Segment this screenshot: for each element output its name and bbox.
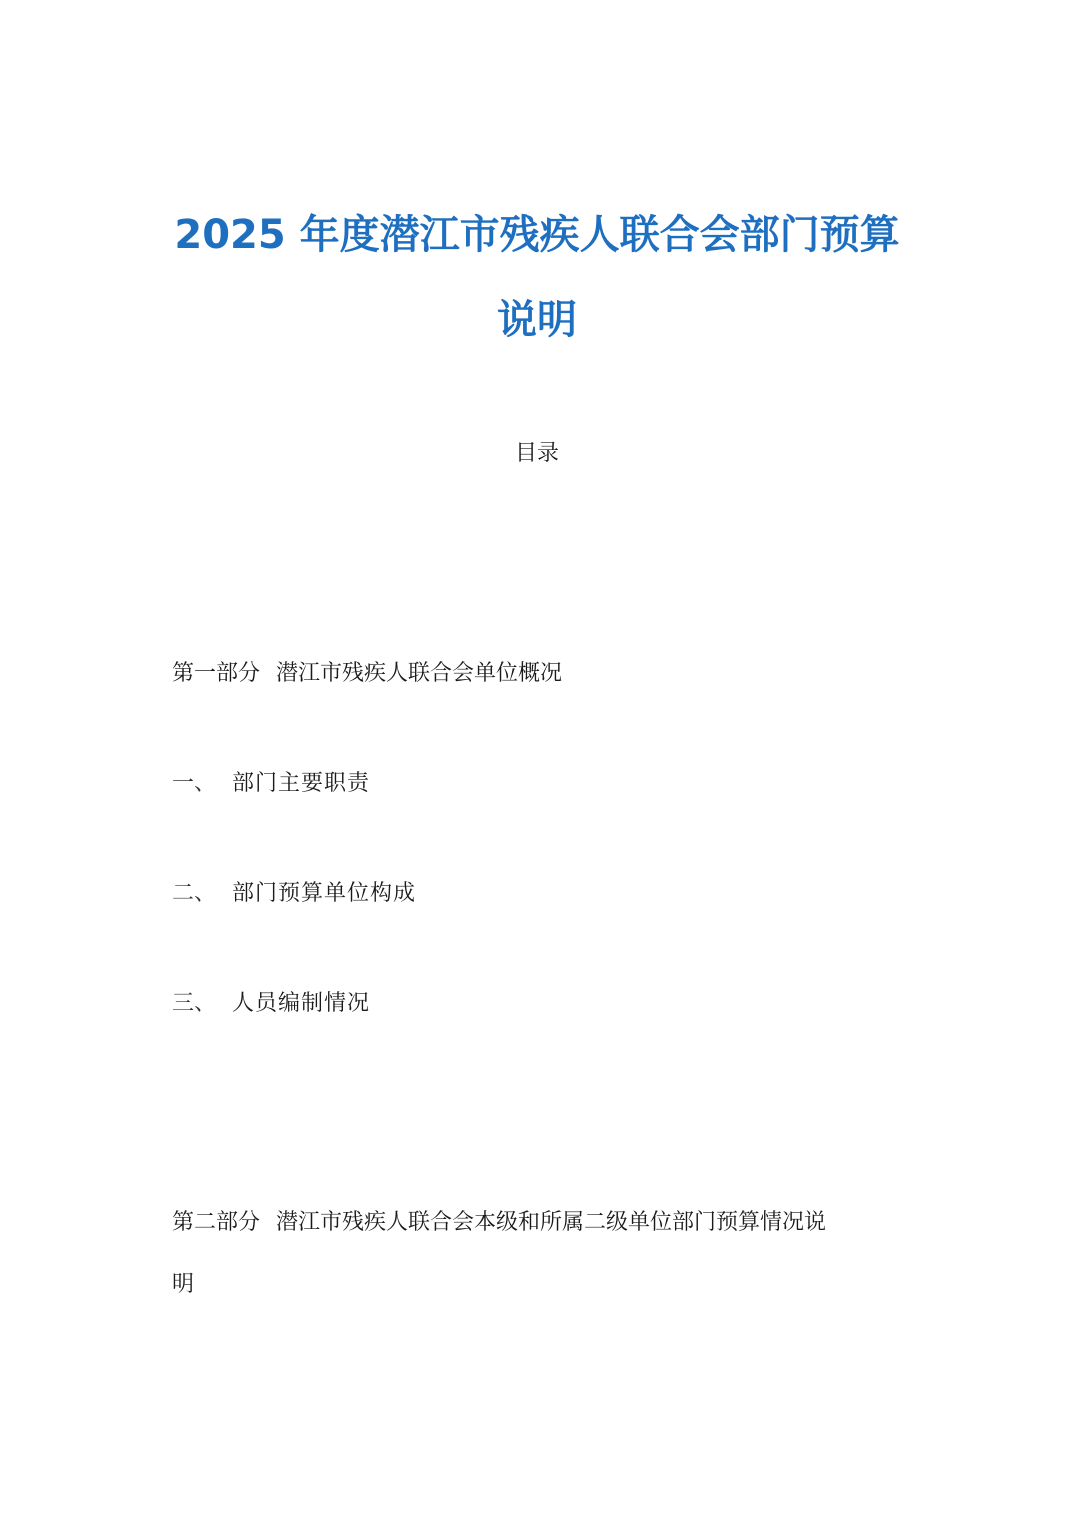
toc-item-text: 人员编制情况 [232, 991, 371, 1016]
toc-part2[interactable] [172, 1208, 826, 1238]
toc-item-number: 一、 [172, 771, 217, 796]
toc-part1[interactable] [172, 659, 562, 689]
toc-part2-title-continued: 明 [172, 1272, 195, 1297]
toc-part1-item-3[interactable] [172, 989, 370, 1019]
toc-part2-title: 潜江市残疾人联合会本级和所属二级单位部门预算情况说 [276, 1210, 827, 1235]
document-title-line1: 2025 年度潜江市残疾人联合会部门预算 [174, 212, 900, 258]
toc-item-text: 部门主要职责 [232, 771, 371, 796]
toc-part1-item-2[interactable] [172, 879, 416, 909]
toc-item-number: 三、 [172, 991, 217, 1016]
toc-item-number: 二、 [172, 881, 217, 906]
toc-part2-label: 第二部分 [172, 1210, 261, 1235]
toc-part1-item-1[interactable] [172, 769, 370, 799]
toc-part1-title: 潜江市残疾人联合会单位概况 [276, 661, 563, 686]
document-title-line2: 说明 [497, 297, 577, 343]
toc-part1-label: 第一部分 [172, 661, 261, 686]
toc-heading: 目录 [514, 441, 559, 466]
toc-item-text: 部门预算单位构成 [232, 881, 417, 906]
